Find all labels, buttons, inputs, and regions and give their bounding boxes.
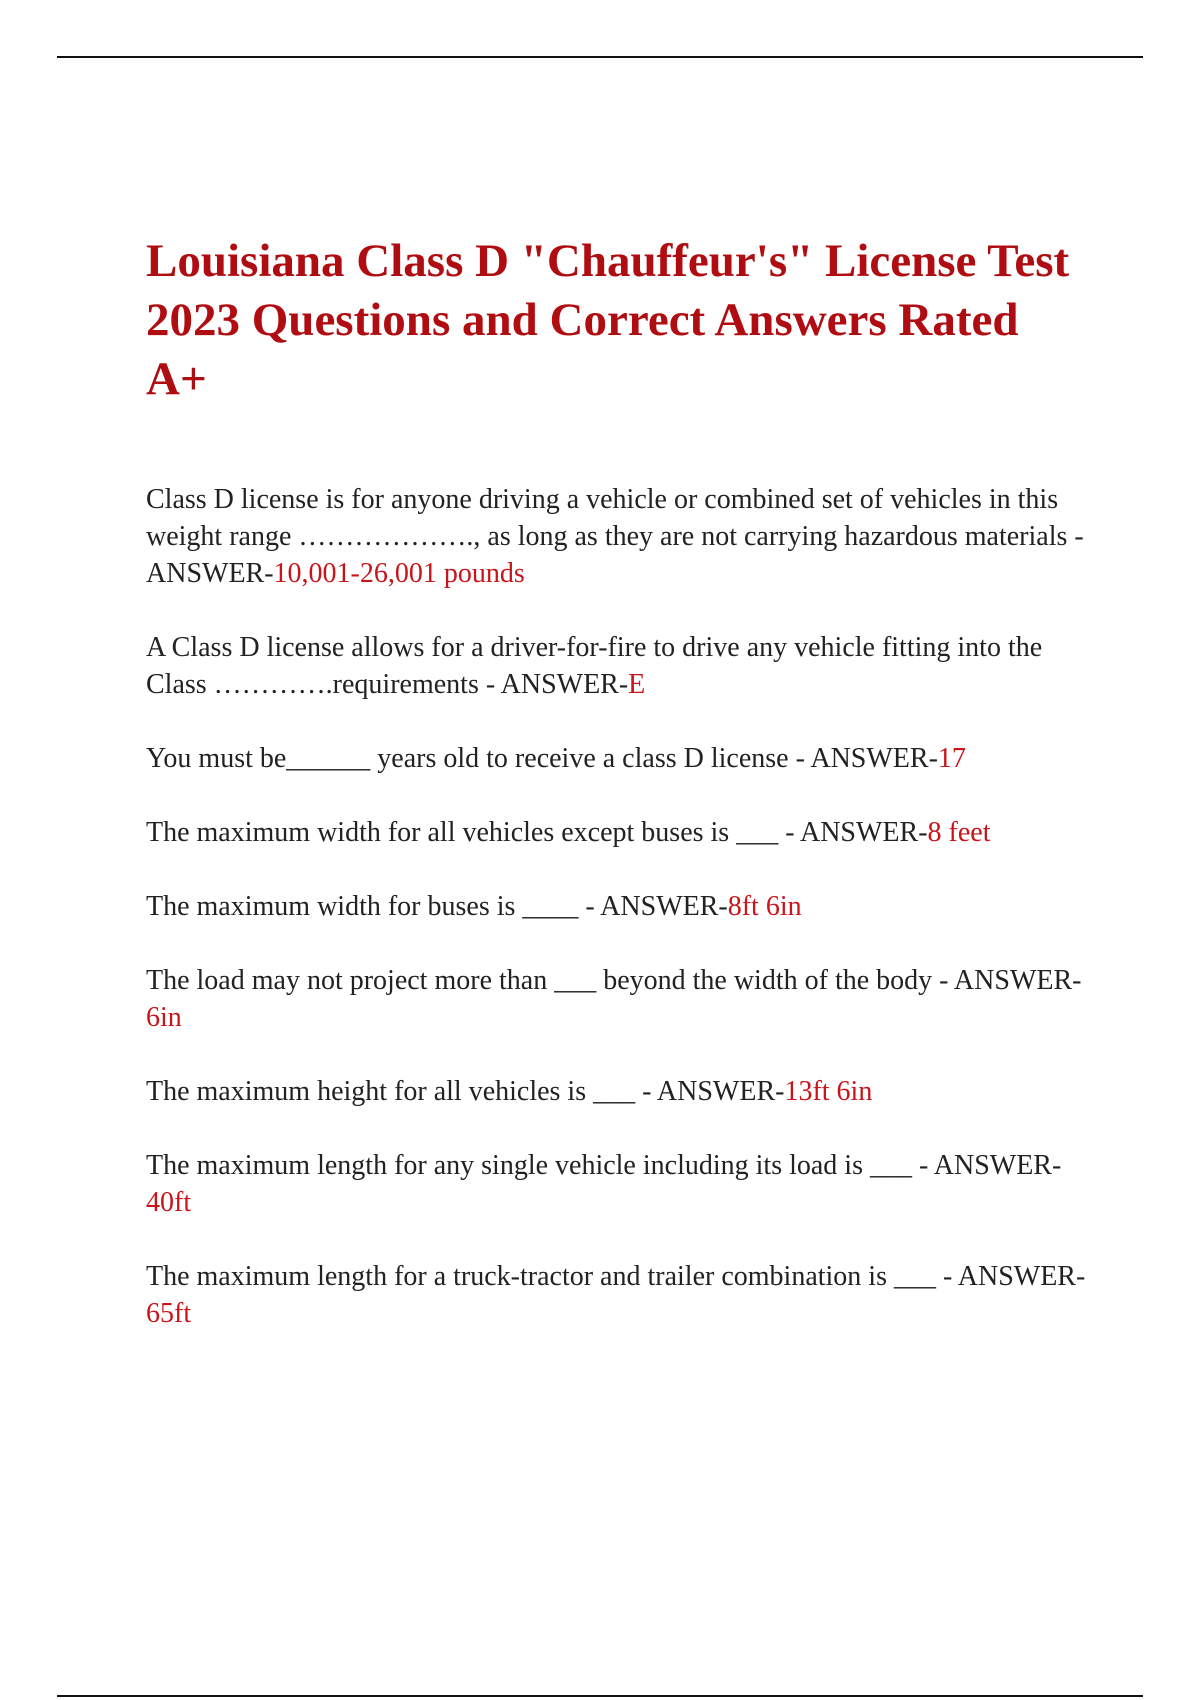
answer-prefix: - ANSWER- xyxy=(788,743,938,774)
answer-text: 65ft xyxy=(146,1298,192,1329)
qa-item xyxy=(146,814,1086,851)
answer-prefix: - ANSWER- xyxy=(778,817,928,848)
answer-text: 8 feet xyxy=(927,817,991,848)
qa-item xyxy=(146,629,1086,703)
answer-text: 17 xyxy=(937,743,966,774)
qa-item xyxy=(146,1073,1086,1110)
question-text: The maximum length for a truck-tractor and trailer combination is ___ xyxy=(146,1261,936,1292)
question-text: A Class D license allows for a driver-for-fire to drive any vehicle fitting into the Class ………….requirements xyxy=(146,632,1043,700)
question-text: The load may not project more than ___ beyond the width of the body xyxy=(146,965,933,996)
answer-text: 10,001-26,001 pounds xyxy=(273,558,525,589)
qa-item xyxy=(146,1258,1086,1332)
question-text: The maximum width for buses is ____ xyxy=(146,891,579,922)
qa-item xyxy=(146,1147,1086,1221)
answer-text: E xyxy=(628,669,646,700)
answer-text: 8ft 6in xyxy=(727,891,802,922)
qa-item xyxy=(146,740,1086,777)
document-body xyxy=(146,232,1086,1369)
answer-prefix: - ANSWER- xyxy=(932,965,1082,996)
qa-item xyxy=(146,481,1086,592)
top-divider xyxy=(57,56,1143,58)
answer-prefix: - ANSWER- xyxy=(635,1076,785,1107)
question-text: The maximum length for any single vehicle including its load is ___ xyxy=(146,1150,912,1181)
qa-list xyxy=(146,481,1086,1332)
answer-prefix: - ANSWER- xyxy=(935,1261,1086,1292)
answer-text: 6in xyxy=(146,1002,182,1033)
qa-item xyxy=(146,962,1086,1036)
question-text: Class D license is for anyone driving a vehicle or combined set of vehicles in this weight range ………………., as long as they are not carrying hazardous materials xyxy=(146,484,1068,552)
bottom-divider xyxy=(57,1695,1143,1697)
answer-prefix: - ANSWER- xyxy=(578,891,728,922)
qa-item xyxy=(146,888,1086,925)
answer-prefix: - ANSWER- xyxy=(478,669,629,700)
question-text: You must be______ years old to receive a class D license xyxy=(146,743,789,774)
question-text: The maximum height for all vehicles is ___ xyxy=(146,1076,636,1107)
document-title: Louisiana Class D "Chauffeur's" License Test 2023 Questions and Correct Answers Rated A+ xyxy=(146,235,1070,405)
answer-prefix: - ANSWER- xyxy=(911,1150,1062,1181)
answer-text: 13ft 6in xyxy=(784,1076,873,1107)
answer-text: 40ft xyxy=(146,1187,192,1218)
question-text: The maximum width for all vehicles except buses is ___ xyxy=(146,817,779,848)
answer-prefix: - ANSWER- xyxy=(146,521,1084,589)
